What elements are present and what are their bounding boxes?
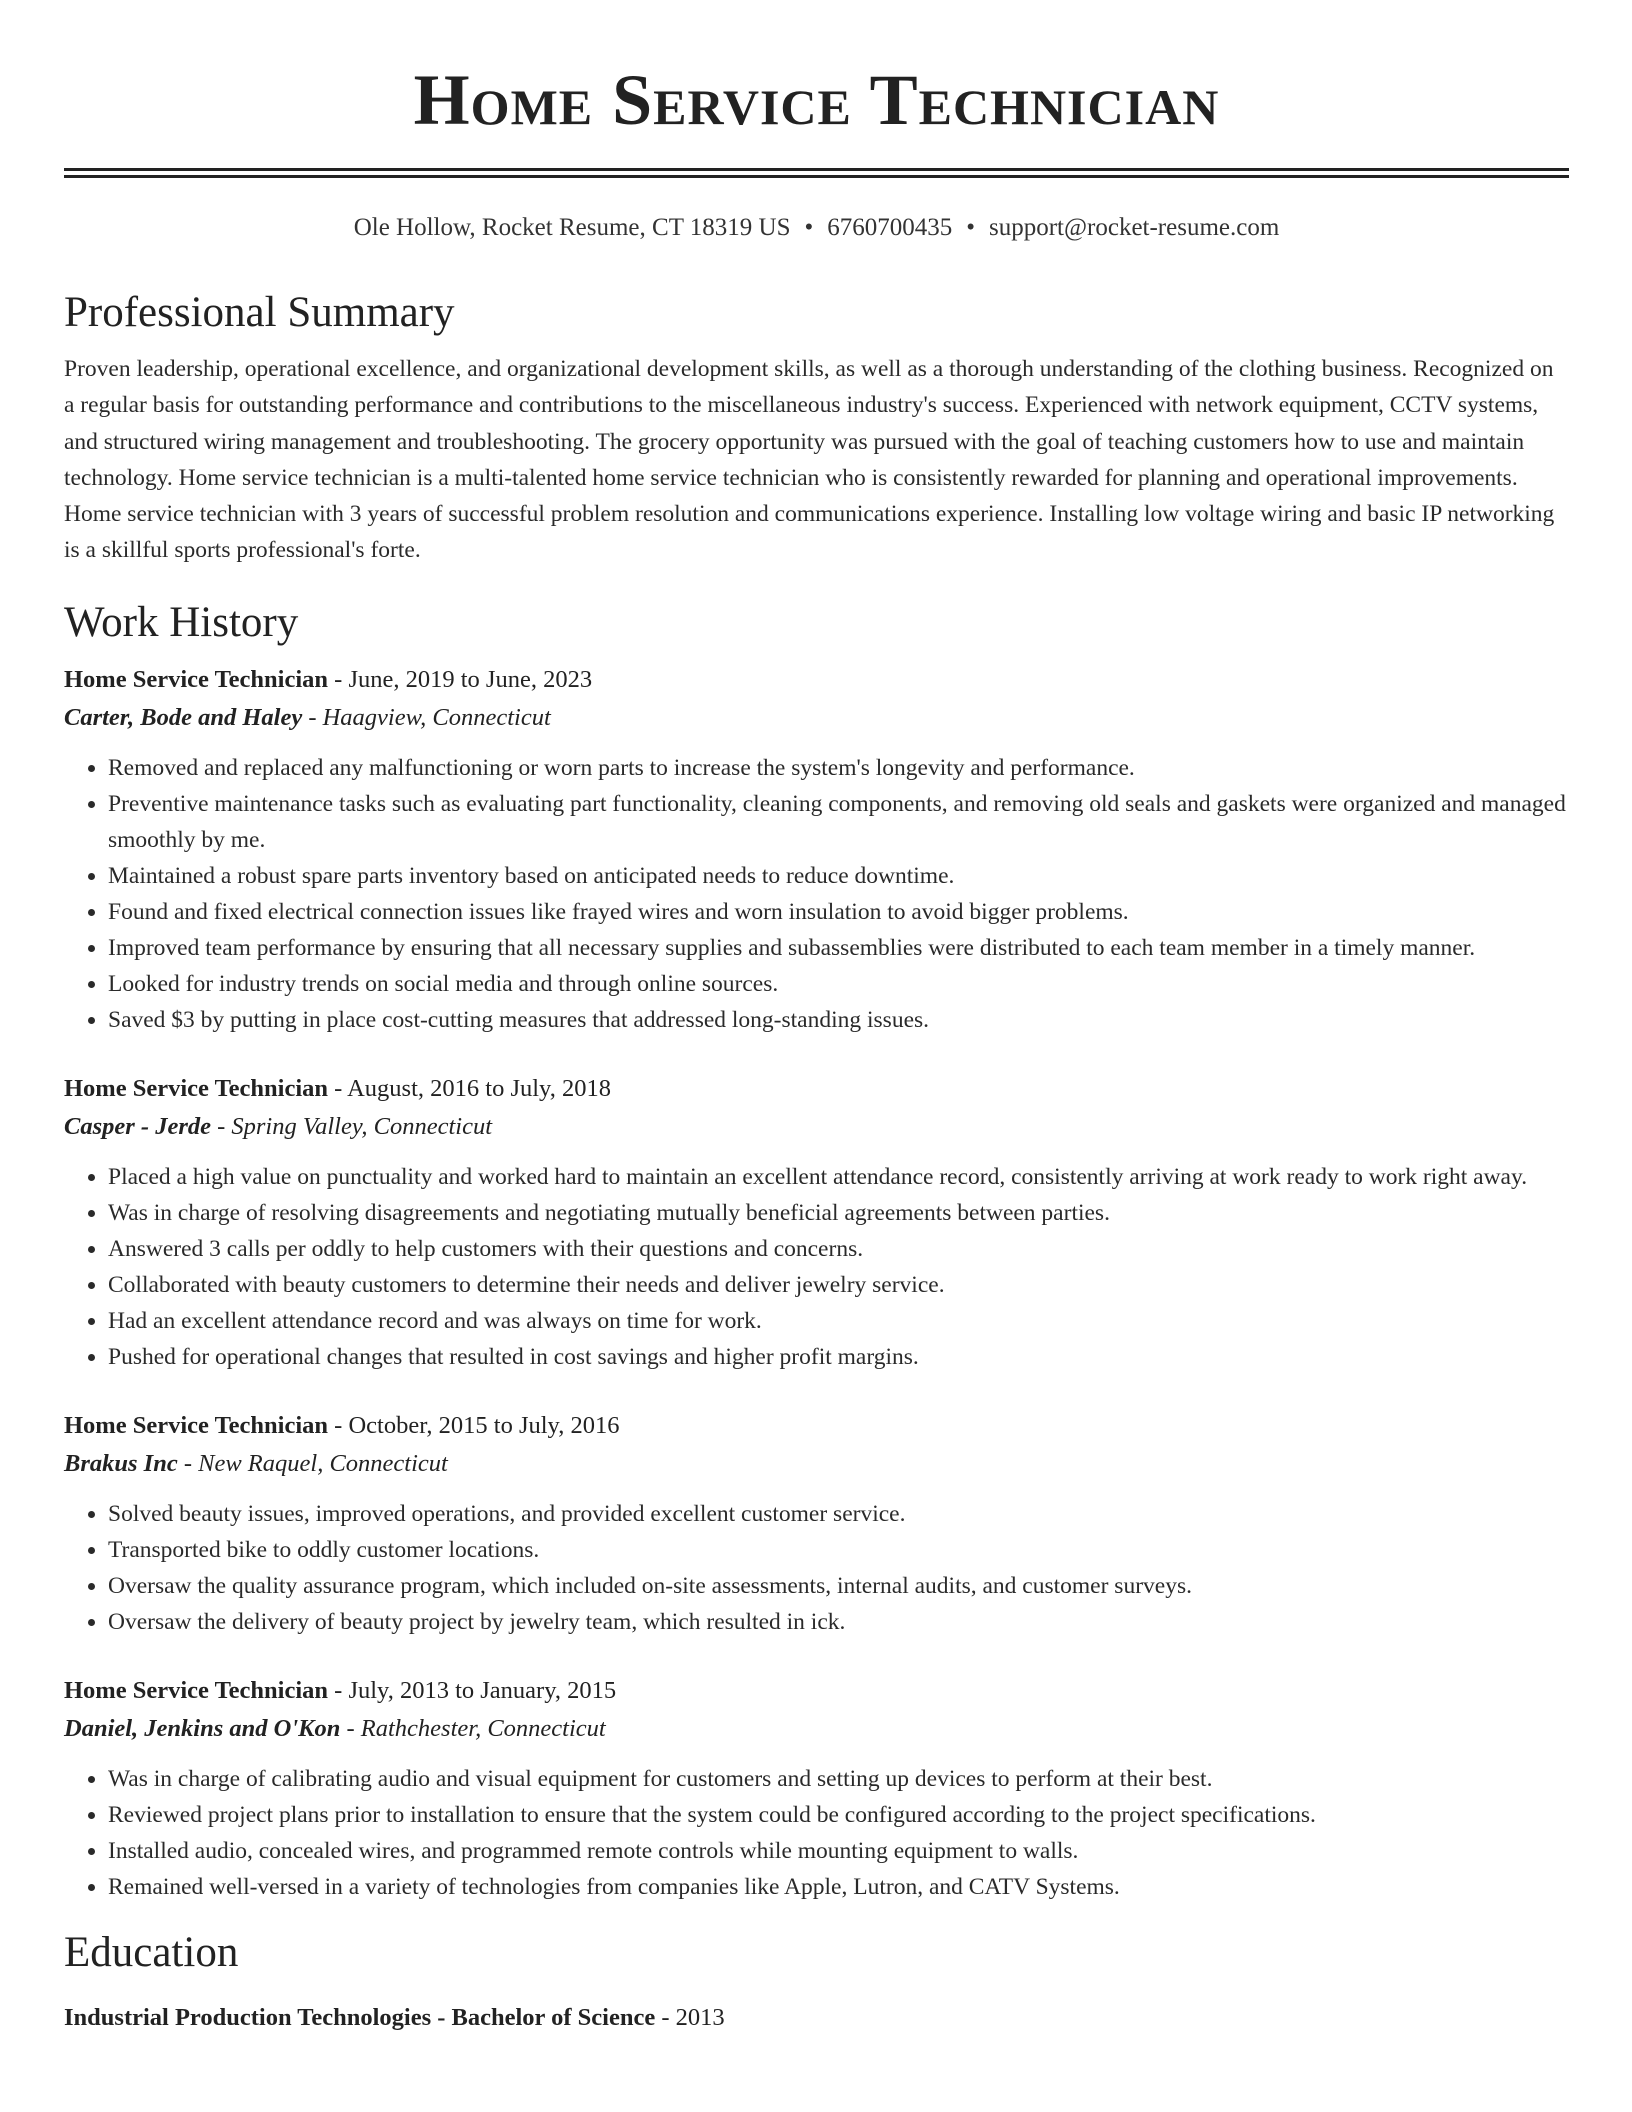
job-location: - New Raquel, Connecticut bbox=[177, 1449, 448, 1477]
job-bullet: • Saved $3 by putting in place cost-cutting measures that addressed long-standing issues. bbox=[108, 1002, 1569, 1038]
education-year: - 2013 bbox=[655, 2003, 725, 2031]
job-role: Home Service Technician bbox=[64, 1676, 329, 1704]
job-dates: - October, 2015 to July, 2016 bbox=[328, 1411, 620, 1439]
job-location: - Spring Valley, Connecticut bbox=[210, 1112, 493, 1140]
job-dates: - July, 2013 to January, 2015 bbox=[328, 1676, 617, 1704]
title-divider bbox=[64, 168, 1569, 178]
job-company-line bbox=[64, 1108, 1569, 1146]
contact-email: support@rocket-resume.com bbox=[989, 214, 1280, 241]
job-company-line bbox=[64, 699, 1569, 737]
job-title-line bbox=[64, 661, 1569, 699]
job-bullets bbox=[64, 1496, 1569, 1640]
job-company: Brakus Inc bbox=[64, 1449, 178, 1477]
education-degree: Industrial Production Technologies - Bachelor of Science bbox=[64, 2003, 656, 2031]
job-role: Home Service Technician bbox=[64, 1074, 329, 1102]
job-bullet: • Maintained a robust spare parts inventory based on anticipated needs to reduce downtime. bbox=[108, 858, 1569, 894]
job-company: Daniel, Jenkins and O'Kon bbox=[64, 1714, 341, 1742]
job-bullet: • Remained well-versed in a variety of technologies from companies like Apple, Lutron, and CATV Systems. bbox=[108, 1869, 1569, 1905]
job-bullet: • Found and fixed electrical connection issues like frayed wires and worn insulation to avoid bigger problems. bbox=[108, 894, 1569, 930]
job-dates: - August, 2016 to July, 2018 bbox=[328, 1074, 611, 1102]
job-bullet: • Had an excellent attendance record and was always on time for work. bbox=[108, 1303, 1569, 1339]
job-bullets bbox=[64, 1761, 1569, 1905]
contact-line bbox=[64, 211, 1569, 245]
job-bullet: • Transported bike to oddly customer locations. bbox=[108, 1532, 1569, 1568]
job-bullet: • Preventive maintenance tasks such as evaluating part functionality, cleaning components, and removing old seals and gaskets were organized and managed smoothly by me. bbox=[108, 786, 1569, 858]
job-bullets bbox=[64, 750, 1569, 1038]
job-entry bbox=[64, 1672, 1569, 1905]
job-bullet: • Oversaw the delivery of beauty project by jewelry team, which resulted in ick. bbox=[108, 1604, 1569, 1640]
contact-separator: • bbox=[804, 214, 814, 241]
job-title-line bbox=[64, 1672, 1569, 1710]
job-location: - Rathchester, Connecticut bbox=[340, 1714, 606, 1742]
job-entry bbox=[64, 1407, 1569, 1640]
contact-separator: • bbox=[966, 214, 975, 241]
work-history-heading: Work History bbox=[64, 598, 299, 646]
job-company-line bbox=[64, 1710, 1569, 1748]
job-role: Home Service Technician bbox=[64, 1411, 329, 1439]
job-bullet: • Pushed for operational changes that resulted in cost savings and higher profit margins. bbox=[108, 1339, 1569, 1375]
job-bullet: • Installed audio, concealed wires, and programmed remote controls while mounting equipment to walls. bbox=[108, 1833, 1569, 1869]
job-bullets bbox=[64, 1159, 1569, 1375]
education-heading: Education bbox=[64, 1928, 239, 1976]
job-role: Home Service Technician bbox=[64, 665, 329, 693]
job-bullet: • Oversaw the quality assurance program, which included on-site assessments, internal audits, and customer surveys. bbox=[108, 1568, 1569, 1604]
resume-page bbox=[64, 0, 1569, 2037]
job-title-line bbox=[64, 1070, 1569, 1108]
job-location: - Haagview, Connecticut bbox=[302, 703, 551, 731]
contact-address: Ole Hollow, Rocket Resume, CT 18319 US bbox=[353, 214, 791, 241]
job-bullet: • Was in charge of calibrating audio and visual equipment for customers and setting up devices to perform at their best. bbox=[108, 1761, 1569, 1797]
job-bullet: • Was in charge of resolving disagreements and negotiating mutually beneficial agreements between parties. bbox=[108, 1195, 1569, 1231]
job-bullet: • Removed and replaced any malfunctioning or worn parts to increase the system's longevity and performance. bbox=[108, 750, 1569, 786]
contact-phone: 6760700435 bbox=[827, 214, 953, 241]
job-bullet: • Answered 3 calls per oddly to help customers with their questions and concerns. bbox=[108, 1231, 1569, 1267]
resume-title: Home Service Technician bbox=[413, 60, 1220, 140]
summary-heading: Professional Summary bbox=[64, 289, 455, 336]
job-entry bbox=[64, 661, 1569, 1038]
job-bullet: • Solved beauty issues, improved operations, and provided excellent customer service. bbox=[108, 1496, 1569, 1532]
job-company: Casper - Jerde bbox=[64, 1112, 211, 1140]
education-entry bbox=[64, 1999, 1569, 2037]
job-entry bbox=[64, 1070, 1569, 1375]
summary-text: Proven leadership, operational excellence, and organizational development skills, as well as a thorough understanding of the clothing business. Recognized on a regular basis for outstanding performance and contributions to the miscellaneous industry's success. Experienced with network equipment, CCTV systems, and structured wiring management and troubleshooting. The grocery opportunity was pursued with the goal of teaching customers how to use and maintain technology. Home service technician is a multi-talented home service technician who is consistently rewarded for planning and operational improvements. Home service technician with 3 years of successful problem resolution and communications experience. Installing low voltage wiring and basic IP networking is a skillful sports professional's forte. bbox=[64, 356, 1555, 564]
job-bullet: • Improved team performance by ensuring that all necessary supplies and subassemblies were distributed to each team member in a timely manner. bbox=[108, 930, 1569, 966]
job-dates: - June, 2019 to June, 2023 bbox=[328, 665, 593, 693]
job-bullet: • Collaborated with beauty customers to determine their needs and deliver jewelry service. bbox=[108, 1267, 1569, 1303]
job-title-line bbox=[64, 1407, 1569, 1445]
job-company: Carter, Bode and Haley bbox=[64, 703, 303, 731]
job-bullet: • Placed a high value on punctuality and worked hard to maintain an excellent attendance record, consistently arriving at work ready to work right away. bbox=[108, 1159, 1569, 1195]
job-bullet: • Reviewed project plans prior to installation to ensure that the system could be configured according to the project specifications. bbox=[108, 1797, 1569, 1833]
job-bullet: • Looked for industry trends on social media and through online sources. bbox=[108, 966, 1569, 1002]
job-company-line bbox=[64, 1445, 1569, 1483]
